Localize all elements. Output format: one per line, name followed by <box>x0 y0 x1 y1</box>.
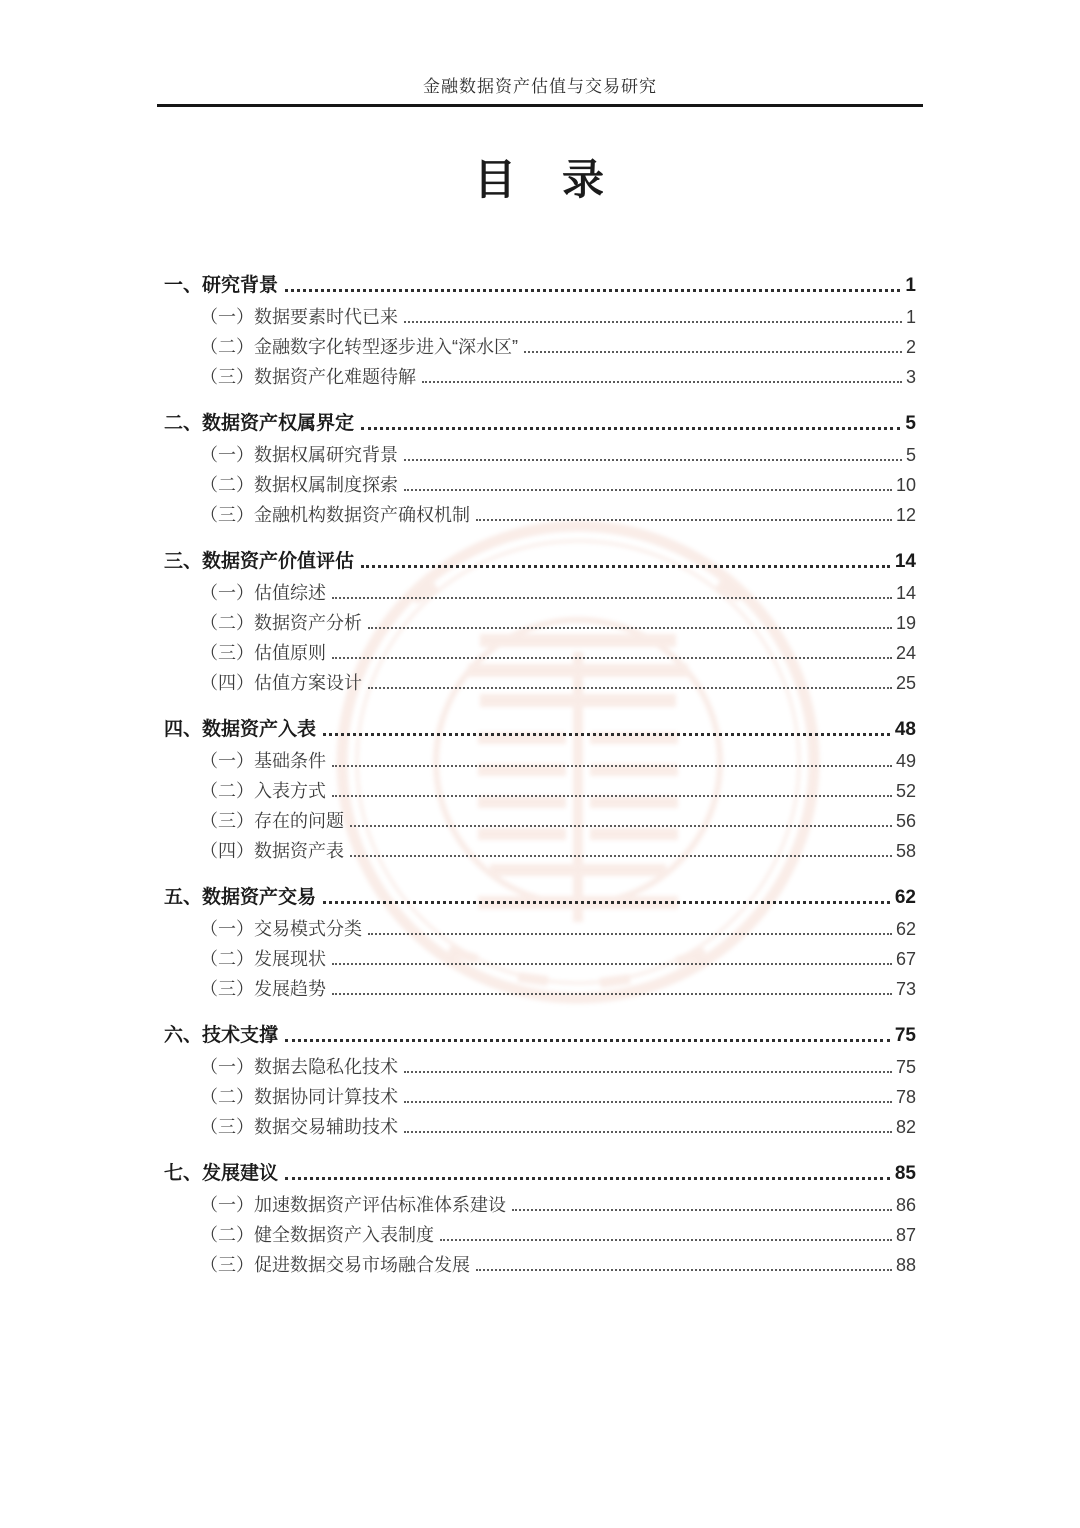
toc-page-number: 12 <box>895 505 916 525</box>
toc-item-label: （一）基础条件 <box>200 751 326 771</box>
toc-section <box>164 539 916 697</box>
toc-item-label: （二）数据权属制度探索 <box>200 475 398 495</box>
toc-item-label: （二）健全数据资产入表制度 <box>200 1225 434 1245</box>
dot-leader <box>350 855 892 857</box>
dot-leader <box>368 687 892 689</box>
toc-item-label: （三）存在的问题 <box>200 811 344 831</box>
toc-item-row <box>164 667 916 697</box>
toc-page-number: 85 <box>894 1163 916 1184</box>
toc-item-row <box>164 499 916 529</box>
toc-item-label: （一）交易模式分类 <box>200 919 362 939</box>
dot-leader <box>332 993 892 995</box>
toc-section-row <box>164 401 916 439</box>
dot-leader <box>323 733 890 736</box>
dot-leader <box>404 1131 892 1133</box>
toc-section-label: 七、发展建议 <box>164 1163 279 1184</box>
toc-item-row <box>164 943 916 973</box>
toc-page-number: 73 <box>895 979 916 999</box>
toc-item-row <box>164 1219 916 1249</box>
toc-item-label: （三）估值原则 <box>200 643 326 663</box>
toc-section-row <box>164 539 916 577</box>
toc-page-number: 14 <box>895 583 916 603</box>
dot-leader <box>512 1209 892 1211</box>
toc-page-number: 62 <box>895 919 916 939</box>
dot-leader <box>524 351 902 353</box>
dot-leader <box>368 627 892 629</box>
toc-page-number: 10 <box>895 475 916 495</box>
toc-item-row <box>164 637 916 667</box>
toc-item-label: （三）金融机构数据资产确权机制 <box>200 505 470 525</box>
toc-item-row <box>164 913 916 943</box>
toc-item-row <box>164 1249 916 1279</box>
toc-section-label: 二、数据资产权属界定 <box>164 413 355 434</box>
page-title: 目 录 <box>473 156 606 203</box>
toc-section-row <box>164 707 916 745</box>
dot-leader <box>285 1177 890 1180</box>
dot-leader <box>404 1101 892 1103</box>
toc-section-row <box>164 263 916 301</box>
toc-page-number: 75 <box>894 1025 916 1046</box>
toc-section <box>164 401 916 529</box>
toc-section-label: 三、数据资产价值评估 <box>164 551 355 572</box>
toc-page-number: 1 <box>905 275 916 296</box>
toc-page-number: 82 <box>895 1117 916 1137</box>
dot-leader <box>404 459 902 461</box>
toc-section <box>164 707 916 865</box>
toc-page-number: 3 <box>905 367 916 387</box>
toc-page-number: 62 <box>894 887 916 908</box>
toc-item-row <box>164 331 916 361</box>
toc-item-row <box>164 805 916 835</box>
toc-page-number: 49 <box>895 751 916 771</box>
toc-item-label: （二）数据资产分析 <box>200 613 362 633</box>
toc-item-label: （一）估值综述 <box>200 583 326 603</box>
toc-item-label: （二）发展现状 <box>200 949 326 969</box>
toc-page-number: 5 <box>905 413 916 434</box>
toc-item-row <box>164 973 916 1003</box>
toc-page-number: 14 <box>894 551 916 572</box>
toc-item-row <box>164 1081 916 1111</box>
toc-page-number: 48 <box>894 719 916 740</box>
toc-item-row <box>164 1111 916 1141</box>
dot-leader <box>368 933 892 935</box>
running-header-title: 金融数据资产估值与交易研究 <box>423 77 657 96</box>
toc-item-label: （一）数据去隐私化技术 <box>200 1057 398 1077</box>
toc-item-row <box>164 301 916 331</box>
toc-page-number: 52 <box>895 781 916 801</box>
toc-section <box>164 875 916 1003</box>
toc-item-label: （四）估值方案设计 <box>200 673 362 693</box>
dot-leader <box>332 795 892 797</box>
dot-leader <box>332 597 892 599</box>
toc-item-row <box>164 775 916 805</box>
toc-page-number: 24 <box>895 643 916 663</box>
toc-page-number: 67 <box>895 949 916 969</box>
toc-section <box>164 1013 916 1141</box>
toc-page-number: 87 <box>895 1225 916 1245</box>
toc-item-label: （一）数据权属研究背景 <box>200 445 398 465</box>
toc-section-row <box>164 1151 916 1189</box>
toc-page-number: 1 <box>905 307 916 327</box>
toc-page-number: 25 <box>895 673 916 693</box>
dot-leader <box>361 565 890 568</box>
toc-item-label: （一）加速数据资产评估标准体系建设 <box>200 1195 506 1215</box>
dot-leader <box>404 1071 892 1073</box>
toc-section-label: 四、数据资产入表 <box>164 719 317 740</box>
table-of-contents <box>164 263 916 1279</box>
toc-page-number: 75 <box>895 1057 916 1077</box>
toc-item-label: （三）促进数据交易市场融合发展 <box>200 1255 470 1275</box>
toc-page-number: 56 <box>895 811 916 831</box>
toc-page-number: 86 <box>895 1195 916 1215</box>
dot-leader <box>332 963 892 965</box>
dot-leader <box>404 321 902 323</box>
toc-item-row <box>164 745 916 775</box>
toc-page-number: 78 <box>895 1087 916 1107</box>
toc-item-label: （三）数据交易辅助技术 <box>200 1117 398 1137</box>
dot-leader <box>285 1039 890 1042</box>
toc-item-label: （二）金融数字化转型逐步进入“深水区” <box>200 337 518 357</box>
toc-item-label: （三）数据资产化难题待解 <box>200 367 416 387</box>
header-rule <box>157 104 923 107</box>
toc-page-number: 2 <box>905 337 916 357</box>
toc-item-label: （一）数据要素时代已来 <box>200 307 398 327</box>
toc-item-row <box>164 469 916 499</box>
toc-item-row <box>164 835 916 865</box>
toc-section <box>164 263 916 391</box>
toc-section-row <box>164 875 916 913</box>
toc-page-number: 5 <box>905 445 916 465</box>
toc-item-row <box>164 1051 916 1081</box>
toc-item-row <box>164 1189 916 1219</box>
dot-leader <box>332 657 892 659</box>
dot-leader <box>422 381 902 383</box>
toc-page-number: 58 <box>895 841 916 861</box>
dot-leader <box>350 825 892 827</box>
toc-item-row <box>164 439 916 469</box>
toc-item-label: （四）数据资产表 <box>200 841 344 861</box>
toc-section-row <box>164 1013 916 1051</box>
dot-leader <box>476 1269 892 1271</box>
dot-leader <box>476 519 892 521</box>
toc-page-number: 88 <box>895 1255 916 1275</box>
toc-section-label: 一、研究背景 <box>164 275 279 296</box>
dot-leader <box>440 1239 892 1241</box>
toc-item-row <box>164 577 916 607</box>
toc-item-label: （二）数据协同计算技术 <box>200 1087 398 1107</box>
running-header <box>0 0 1080 107</box>
dot-leader <box>332 765 892 767</box>
toc-item-label: （二）入表方式 <box>200 781 326 801</box>
toc-item-label: （三）发展趋势 <box>200 979 326 999</box>
dot-leader <box>361 427 900 430</box>
dot-leader <box>323 901 890 904</box>
dot-leader <box>404 489 892 491</box>
toc-item-row <box>164 361 916 391</box>
toc-section-label: 五、数据资产交易 <box>164 887 317 908</box>
dot-leader <box>285 289 900 292</box>
toc-section <box>164 1151 916 1279</box>
toc-section-label: 六、技术支撑 <box>164 1025 279 1046</box>
toc-page-number: 19 <box>895 613 916 633</box>
toc-item-row <box>164 607 916 637</box>
